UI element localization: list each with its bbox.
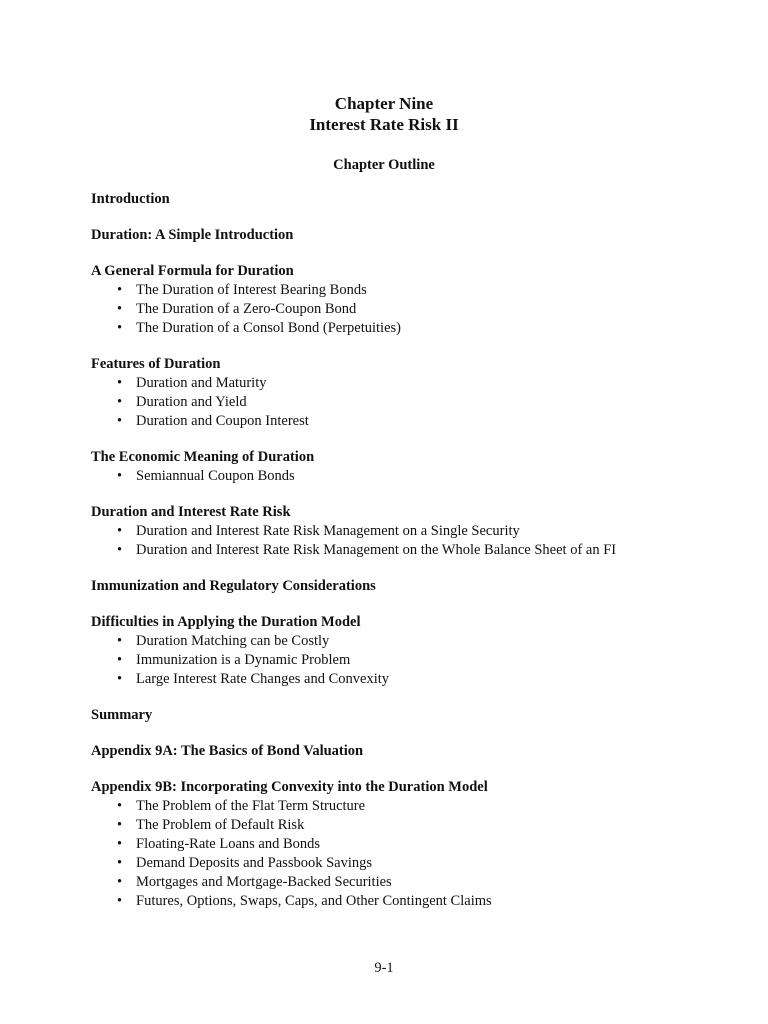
outline-section <box>91 706 731 725</box>
bullet-item <box>91 522 731 541</box>
bullet-item <box>91 816 731 835</box>
outline-section <box>91 355 731 431</box>
section-heading: Summary <box>91 707 153 723</box>
outline-section <box>91 503 731 560</box>
bullet-item <box>91 541 731 560</box>
bullet-icon: • <box>117 874 123 890</box>
bullet-list <box>91 797 731 911</box>
bullet-list <box>91 374 731 431</box>
bullet-item <box>91 467 731 486</box>
bullet-icon: • <box>117 836 123 852</box>
bullet-text: The Problem of Default Risk <box>136 817 305 833</box>
bullet-icon: • <box>117 320 123 336</box>
bullet-icon: • <box>117 394 123 410</box>
section-heading: Features of Duration <box>91 356 221 372</box>
outline-section <box>91 613 731 689</box>
bullet-item <box>91 835 731 854</box>
bullet-text: Large Interest Rate Changes and Convexity <box>136 671 390 687</box>
bullet-icon: • <box>117 893 123 909</box>
bullet-icon: • <box>117 301 123 317</box>
bullet-text: The Duration of a Consol Bond (Perpetuities) <box>136 320 401 336</box>
bullet-text: Duration and Yield <box>136 394 247 410</box>
bullet-item <box>91 281 731 300</box>
outline-heading: Chapter Outline <box>333 157 435 173</box>
section-heading: Appendix 9B: Incorporating Convexity into the Duration Model <box>91 779 488 795</box>
bullet-text: Duration Matching can be Costly <box>136 633 330 649</box>
outline-section <box>91 577 731 596</box>
outline-section <box>91 262 731 338</box>
bullet-text: Immunization is a Dynamic Problem <box>136 652 351 668</box>
bullet-list <box>91 522 731 560</box>
outline-section <box>91 742 731 761</box>
bullet-text: Mortgages and Mortgage-Backed Securities <box>136 874 392 890</box>
bullet-icon: • <box>117 523 123 539</box>
bullet-text: Duration and Coupon Interest <box>136 413 309 429</box>
bullet-text: Duration and Interest Rate Risk Management on a Single Security <box>136 523 520 539</box>
bullet-icon: • <box>117 671 123 687</box>
bullet-icon: • <box>117 542 123 558</box>
bullet-item <box>91 892 731 911</box>
bullet-item <box>91 393 731 412</box>
section-heading: Introduction <box>91 191 170 207</box>
bullet-text: Floating-Rate Loans and Bonds <box>136 836 321 852</box>
chapter-number: Chapter Nine <box>334 94 434 113</box>
bullet-text: Futures, Options, Swaps, Caps, and Other Contingent Claims <box>136 893 492 909</box>
bullet-list <box>91 281 731 338</box>
bullet-icon: • <box>117 413 123 429</box>
bullet-icon: • <box>117 468 123 484</box>
section-heading: Difficulties in Applying the Duration Model <box>91 614 361 630</box>
bullet-item <box>91 412 731 431</box>
bullet-item <box>91 651 731 670</box>
bullet-icon: • <box>117 855 123 871</box>
bullet-text: Duration and Maturity <box>136 375 267 391</box>
bullet-text: The Duration of Interest Bearing Bonds <box>136 282 367 298</box>
outline-section <box>91 190 731 209</box>
bullet-item <box>91 854 731 873</box>
bullet-item <box>91 632 731 651</box>
bullet-text: Duration and Interest Rate Risk Management on the Whole Balance Sheet of an FI <box>136 542 617 558</box>
section-heading: Immunization and Regulatory Considerations <box>91 578 376 594</box>
outline-section <box>91 778 731 911</box>
page-number: 9-1 <box>374 960 394 976</box>
bullet-item <box>91 374 731 393</box>
bullet-text: The Duration of a Zero-Coupon Bond <box>136 301 357 317</box>
bullet-icon: • <box>117 817 123 833</box>
bullet-item <box>91 300 731 319</box>
bullet-list <box>91 632 731 689</box>
section-heading: Duration: A Simple Introduction <box>91 227 294 243</box>
bullet-icon: • <box>117 652 123 668</box>
bullet-item <box>91 873 731 892</box>
chapter-heading <box>0 93 768 135</box>
outline-section <box>91 448 731 486</box>
bullet-text: Semiannual Coupon Bonds <box>136 468 295 484</box>
bullet-item <box>91 797 731 816</box>
bullet-item <box>91 670 731 689</box>
outline-section <box>91 226 731 245</box>
bullet-text: Demand Deposits and Passbook Savings <box>136 855 373 871</box>
section-heading: Duration and Interest Rate Risk <box>91 504 291 520</box>
section-heading: Appendix 9A: The Basics of Bond Valuation <box>91 743 364 759</box>
section-heading: A General Formula for Duration <box>91 263 294 279</box>
chapter-title: Interest Rate Risk II <box>309 115 459 134</box>
chapter-outline <box>91 190 731 928</box>
section-heading: The Economic Meaning of Duration <box>91 449 315 465</box>
bullet-list <box>91 467 731 486</box>
bullet-icon: • <box>117 375 123 391</box>
bullet-icon: • <box>117 798 123 814</box>
bullet-text: The Problem of the Flat Term Structure <box>136 798 366 814</box>
bullet-item <box>91 319 731 338</box>
bullet-icon: • <box>117 282 123 298</box>
bullet-icon: • <box>117 633 123 649</box>
